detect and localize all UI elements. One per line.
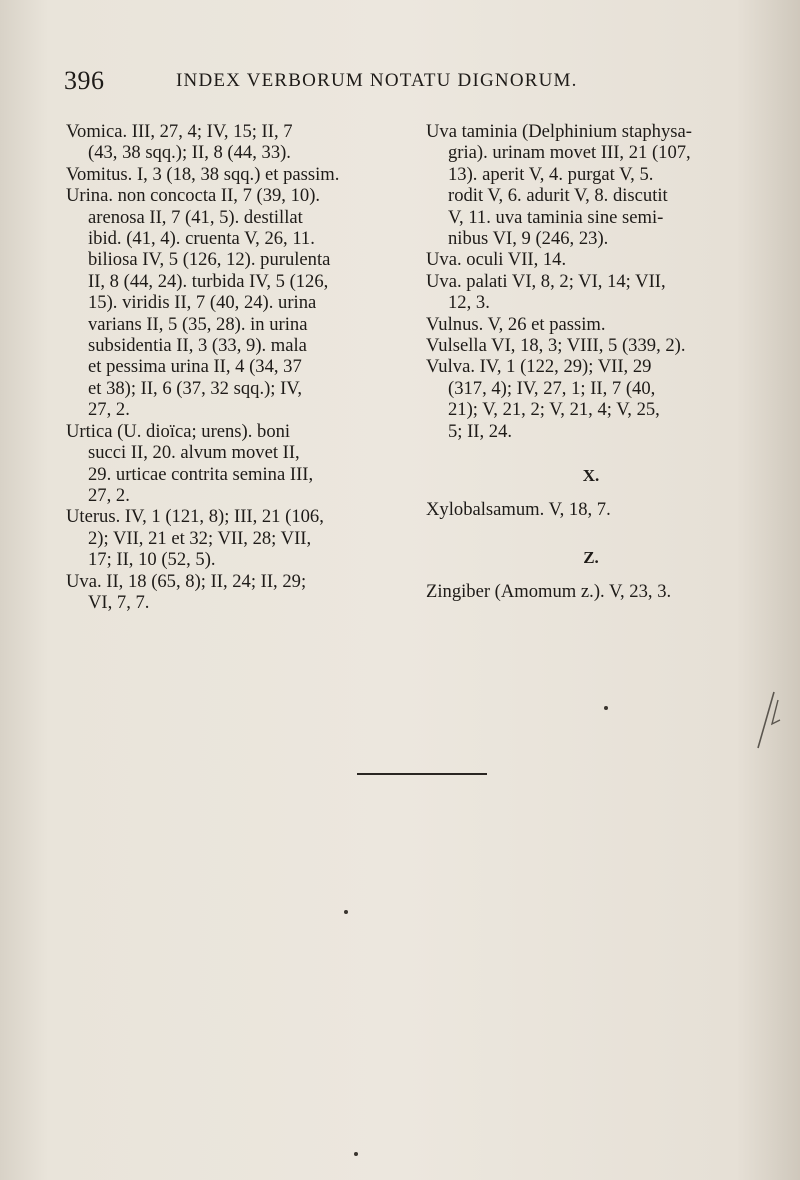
entry-line: rodit V, 6. adurit V, 8. discutit — [448, 185, 668, 207]
pencil-mark-icon — [752, 690, 782, 750]
entry-line: subsidentia II, 3 (33, 9). mala — [88, 335, 307, 357]
entry-line: 12, 3. — [448, 292, 490, 314]
index-entry — [66, 121, 411, 164]
entry-line: varians II, 5 (35, 28). in urina — [88, 313, 308, 335]
entry-line: Zingiber (Amomum z.). V, 23, 3. — [426, 580, 672, 602]
entry-line: Uterus. IV, 1 (121, 8); III, 21 (106, — [66, 506, 324, 528]
index-entry — [66, 164, 411, 185]
entry-line: gria). urinam movet III, 21 (107, — [448, 142, 691, 164]
entry-line: 17; II, 10 (52, 5). — [88, 549, 216, 571]
index-entry — [426, 314, 756, 335]
right-column — [426, 121, 756, 602]
entry-line: et pessima urina II, 4 (34, 37 — [88, 356, 302, 378]
ink-speck — [354, 1152, 358, 1156]
entry-line: Vomitus. I, 3 (18, 38 sqq.) et passim. — [66, 163, 340, 185]
entry-line: 27, 2. — [88, 399, 130, 421]
entry-line: Xylobalsamum. V, 18, 7. — [426, 499, 611, 521]
entry-line: Uva. oculi VII, 14. — [426, 249, 567, 271]
entry-line: et 38); II, 6 (37, 32 sqq.); IV, — [88, 377, 302, 399]
index-entry-xylobalsamum — [426, 499, 756, 520]
entry-line: 21); V, 21, 2; V, 21, 4; V, 25, — [448, 399, 660, 421]
ink-speck — [344, 910, 348, 914]
left-column — [66, 121, 411, 613]
entry-line: (43, 38 sqq.); II, 8 (44, 33). — [88, 142, 291, 164]
entry-line: Vulva. IV, 1 (122, 29); VII, 29 — [426, 356, 652, 378]
entry-line: II, 8 (44, 24). turbida IV, 5 (126, — [88, 270, 329, 292]
page-number: 396 — [64, 66, 105, 95]
index-entry — [426, 249, 756, 270]
entry-line: 27, 2. — [88, 484, 130, 506]
entry-line: 13). aperit V, 4. purgat V, 5. — [448, 163, 654, 185]
index-entry — [426, 356, 756, 442]
entry-line: 2); VII, 21 et 32; VII, 28; VII, — [88, 527, 312, 549]
ink-speck — [604, 706, 608, 710]
entry-line: (317, 4); IV, 27, 1; II, 7 (40, — [448, 377, 656, 399]
entry-line: Vulnus. V, 26 et passim. — [426, 313, 606, 335]
entry-line: biliosa IV, 5 (126, 12). purulenta — [88, 249, 331, 271]
u-v-entries — [426, 121, 756, 442]
running-head: INDEX VERBORUM NOTATU DIGNORUM. — [176, 70, 578, 91]
index-entry — [426, 335, 756, 356]
entry-line: Urina. non concocta II, 7 (39, 10). — [66, 185, 321, 207]
section-letter-x: X. — [582, 466, 600, 486]
section-letter-z: Z. — [583, 547, 599, 567]
entry-line: Urtica (U. dioïca; urens). boni — [66, 420, 291, 442]
index-entry — [66, 421, 411, 507]
index-entry — [426, 271, 756, 314]
page-header — [64, 66, 744, 100]
entry-line: Uva. palati VI, 8, 2; VI, 14; VII, — [426, 270, 666, 292]
entry-line: Vomica. III, 27, 4; IV, 15; II, 7 — [66, 121, 293, 142]
entry-line: arenosa II, 7 (41, 5). destillat — [88, 206, 303, 228]
index-entry — [426, 121, 756, 249]
entry-line: VI, 7, 7. — [88, 591, 150, 613]
index-entry-zingiber — [426, 581, 756, 602]
entry-line: Uva. II, 18 (65, 8); II, 24; II, 29; — [66, 570, 307, 592]
entry-line: 5; II, 24. — [448, 420, 513, 442]
entry-line: 29. urticae contrita semina III, — [88, 463, 314, 485]
entry-line: ibid. (41, 4). cruenta V, 26, 11. — [88, 228, 315, 250]
index-entry — [66, 506, 411, 570]
entry-line: succi II, 20. alvum movet II, — [88, 442, 300, 464]
end-rule — [357, 773, 487, 775]
index-entry — [66, 185, 411, 420]
entry-line: 15). viridis II, 7 (40, 24). urina — [88, 292, 317, 314]
entry-line: V, 11. uva taminia sine semi- — [448, 206, 664, 228]
entry-line: nibus VI, 9 (246, 23). — [448, 228, 609, 250]
entry-line: Uva taminia (Delphinium staphysa- — [426, 121, 692, 142]
index-entry — [66, 571, 411, 614]
entry-line: Vulsella VI, 18, 3; VIII, 5 (339, 2). — [426, 335, 686, 357]
